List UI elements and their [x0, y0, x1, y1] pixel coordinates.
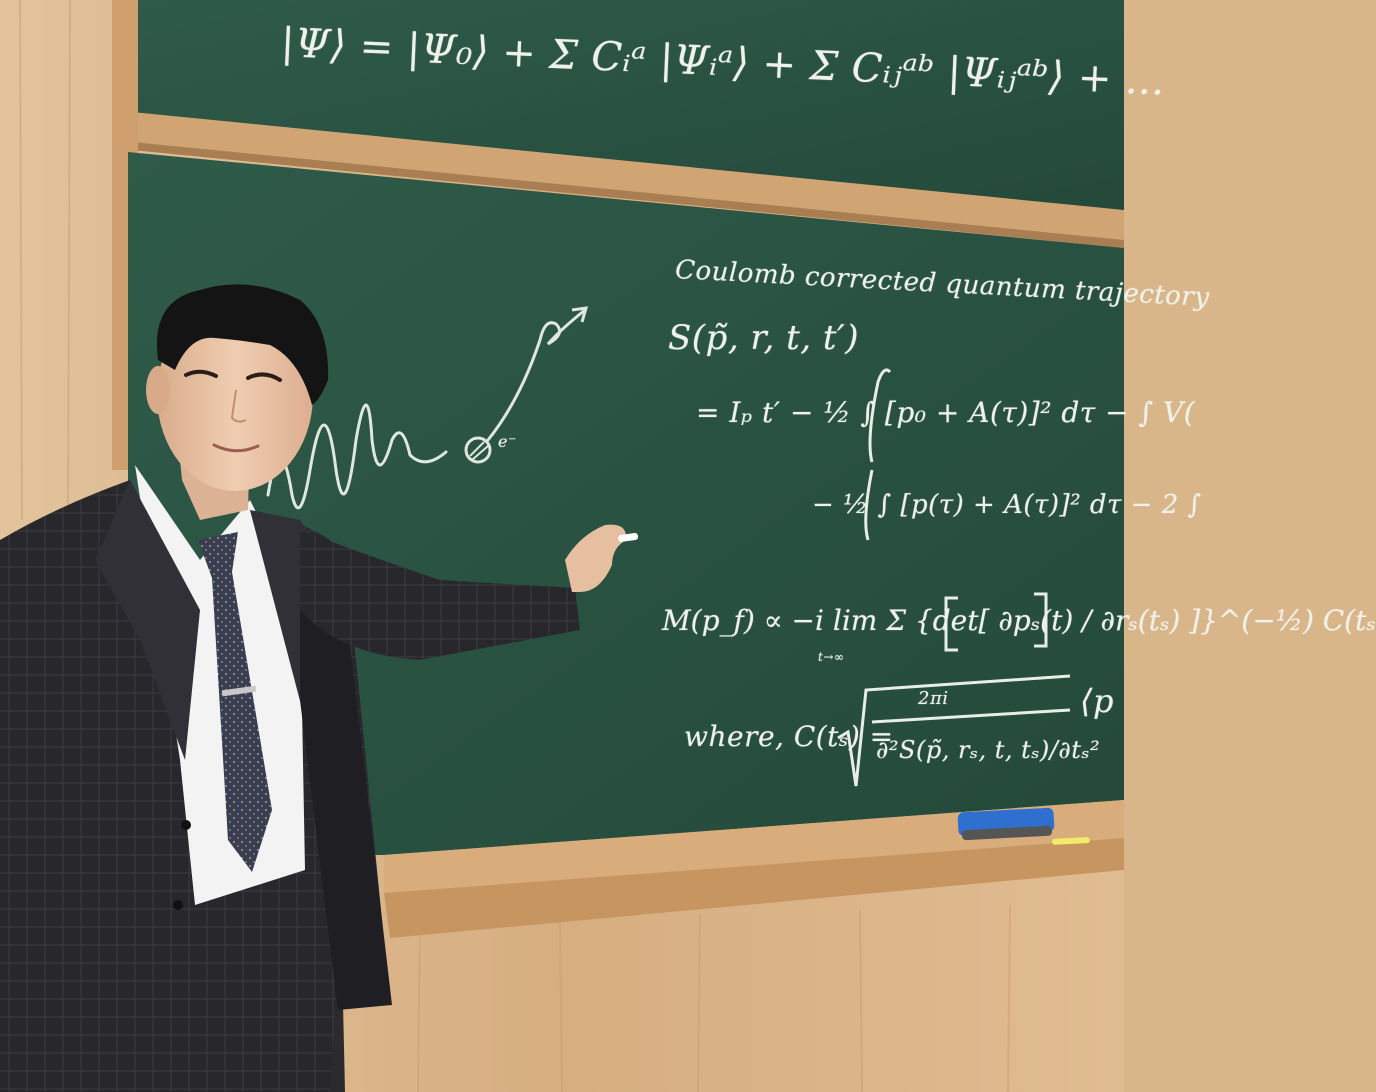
top-equation: |Ψ⟩ = |Ψ₀⟩ + Σ Cᵢᵃ |Ψᵢᵃ⟩ + Σ Cᵢⱼᵃᵇ |Ψᵢⱼᵃᵇ⟩ + ...	[279, 20, 1166, 105]
jacket-button-1	[181, 820, 191, 830]
person-ear-left	[146, 366, 170, 414]
action-line-1: = Iₚ t′ − ½ ∫ [p₀ + A(τ)]² dτ − ∫ V(	[696, 396, 1196, 429]
action-label: S(p̃, r, t, t′)	[668, 318, 859, 358]
amplitude-equation: M(p_f) ∝ −i lim Σ {det[ ∂pₛ(t) / ∂rₛ(tₛ) ]}^(−½) C(tₛ	[662, 604, 1376, 637]
bra-tail: ⟨p	[1080, 682, 1114, 720]
sqrt-numerator: 2πi	[918, 688, 949, 709]
board-heading: Coulomb corrected quantum trajectory	[674, 255, 1211, 313]
sqrt-denominator: ∂²S(p̃, rₛ, t, tₛ)/∂tₛ²	[876, 736, 1101, 764]
where-label: where, C(tₛ) =	[684, 720, 894, 753]
electron-label: e⁻	[498, 432, 517, 451]
action-line-2: − ½ ∫ [p(τ) + A(τ)]² dτ − 2 ∫	[812, 490, 1202, 520]
limit-subscript: t→∞	[818, 650, 845, 664]
jacket-button-2	[173, 900, 183, 910]
